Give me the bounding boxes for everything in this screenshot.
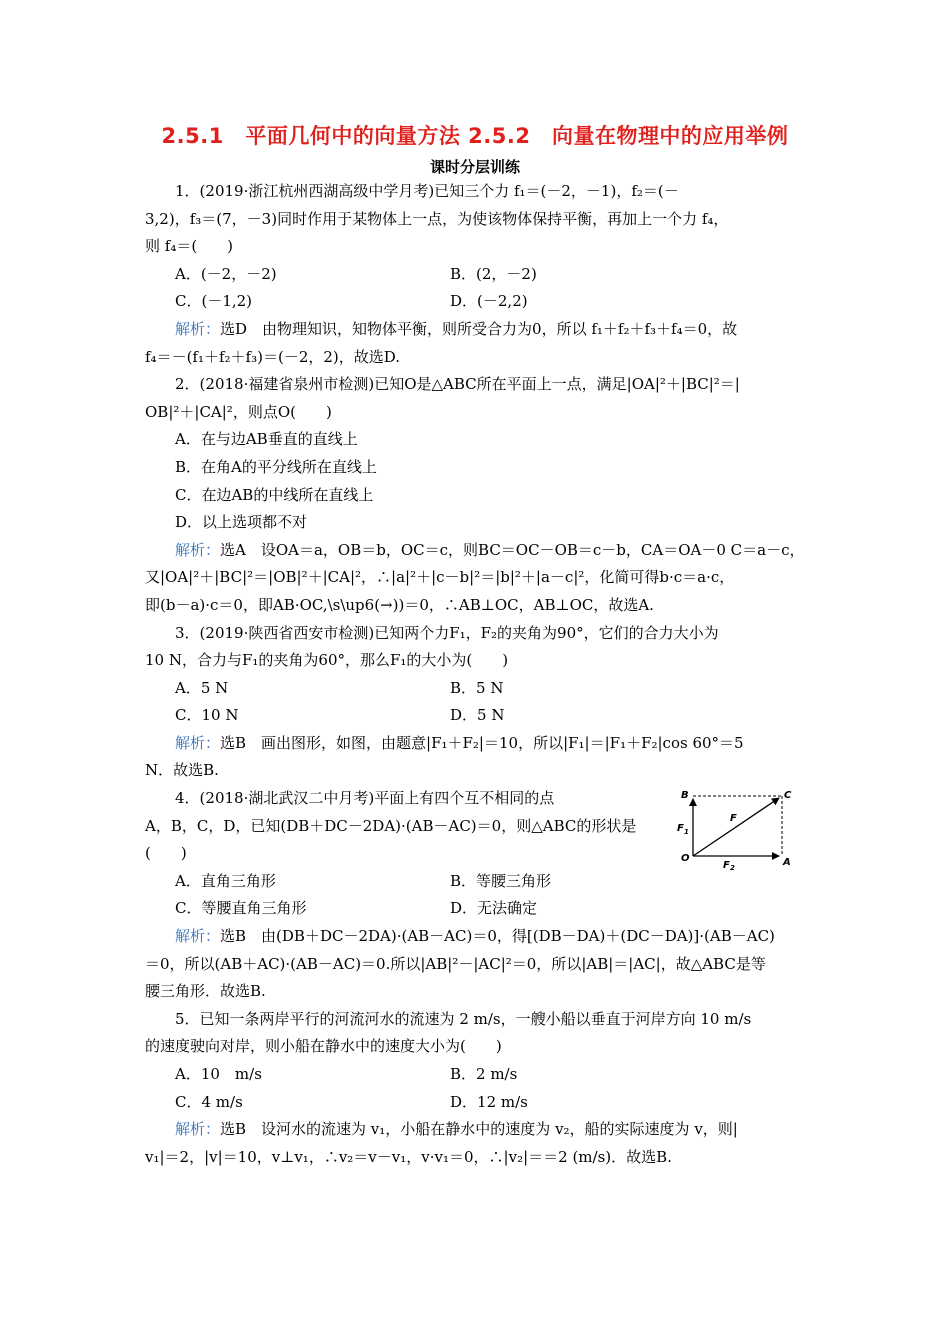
q5-option-d: D．12 m/s [450,1092,528,1111]
label-f: F [730,813,737,824]
page-title: 2.5.1 平面几何中的向量方法 2.5.2 向量在物理中的应用举例 [161,124,789,148]
label-f2: F [723,860,730,870]
label-a: A [783,857,791,868]
q4-analysis-line-1: 解析：选B 由(DB＋DC－2DA)·(AB－AC)＝0，得[(DB－DA)＋(DC－DA)]·(AB－AC) [175,927,775,946]
q2-option-d: D．以上选项都不对 [175,513,308,532]
analysis-label: 解析： [175,733,221,752]
questions-content [145,178,810,1171]
q1-analysis-line-2: f₄＝－(f₁＋f₂＋f₃)＝(－2，2)，故选D. [145,347,401,366]
label-f1: F [677,823,684,834]
q2-line-1: 2．(2018·福建省泉州市检测)已知O是△ABC所在平面上一点，满足|OA|²＋|BC|²＝| [175,375,740,394]
q5-options-row-2 [145,1089,810,1117]
analysis-label: 解析： [175,1120,221,1139]
q1-option-a: A．(－2，－2) [175,264,277,283]
q3-options-row-2 [145,702,810,730]
analysis-label: 解析： [175,927,221,946]
q3-option-c: C．10 N [175,706,239,725]
q2-analysis-line-3: 即(b－a)·c＝0，即AB·OC,\s\up6(→))＝0，∴AB⊥OC，AB⊥OC，故选A. [145,595,654,614]
q3-option-a: A．5 N [175,678,229,697]
label-f2-sub: 2 [730,864,735,870]
q1-option-d: D．(－2,2) [450,292,528,311]
q5-analysis-line-2: v₁|＝2，|v|＝10，v⊥v₁，∴v₂＝v－v₁，v·v₁＝0，∴|v₂|＝＝2 (m/s)．故选B. [145,1147,672,1166]
q5-option-a: A．10 m/s [175,1065,262,1083]
q1-analysis-line-1: 解析：选D 由物理知识，知物体平衡，则所受合力为0，所以 f₁＋f₂＋f₃＋f₄＝0，故 [175,319,738,338]
q4-line-3: ( ) [145,844,187,863]
q5-line-2: 的速度驶向对岸，则小船在静水中的速度大小为( ) [145,1037,502,1056]
analysis-label: 解析： [175,540,221,559]
q3-line-2: 10 N，合力与F₁的夹角为60°，那么F₁的大小为( ) [145,651,509,670]
q1-option-b: B．(2，－2) [450,264,537,283]
label-b: B [681,790,689,801]
q4-option-a: A．直角三角形 [175,871,276,890]
q2-option-a: A．在与边AB垂直的直线上 [175,430,358,449]
q1-option-c: C．(－1,2) [175,292,253,311]
q2-option-c: C．在边AB的中线所在直线上 [175,485,374,504]
q5-analysis-line-1: 解析：选B 设河水的流速为 v₁，小船在静水中的速度为 v₂，船的实际速度为 v，则| [175,1120,738,1139]
q2-option-b: B．在角A的平分线所在直线上 [175,457,377,476]
q4-line-2: A，B，C，D，已知(DB＋DC－2DA)·(AB－AC)＝0，则△ABC的形状是 [145,816,637,835]
label-c: C [784,790,792,801]
q1-line-2: 3,2)，f₃＝(7，－3)同时作用于某物体上一点，为使该物体保持平衡，再加上一个力 f₄， [145,209,729,228]
q3-options-row-1 [145,675,810,703]
q4-options-row-2 [145,895,810,923]
q3-line-1: 3．(2019·陕西省西安市检测)已知两个力F₁，F₂的夹角为90°，它们的合力大小为 [175,623,719,642]
q5-option-c: C．4 m/s [175,1092,243,1111]
q4-option-d: D．无法确定 [450,899,538,918]
q4-line-1: 4．(2018·湖北武汉二中月考)平面上有四个互不相同的点 [175,789,555,808]
q2-analysis-line-1: 解析：选A 设OA＝a，OB＝b，OC＝c，则BC＝OC－OB＝c－b，CA＝OA－0 C＝a－c， [175,540,805,559]
force-diagram [676,786,798,870]
q1-line-1: 1．(2019·浙江杭州西湖高级中学月考)已知三个力 f₁＝(－2，－1)，f₂＝(－ [175,182,679,200]
analysis-label: 解析： [175,319,221,338]
q3-option-d: D．5 N [450,706,505,725]
q4-analysis-line-2: ＝0，所以(AB＋AC)·(AB－AC)＝0.所以|AB|²－|AC|²＝0，所以|AB|＝|AC|，故△ABC是等 [145,954,766,973]
label-o: O [681,853,690,864]
q3-option-b: B．5 N [450,678,504,697]
q4-option-b: B．等腰三角形 [450,871,552,890]
page-subtitle: 课时分层训练 [429,158,520,176]
q2-analysis-line-2: 又|OA|²＋|BC|²＝|OB|²＋|CA|²，∴|a|²＋|c－b|²＝|b|²＋|a－c|²，化简可得b·c＝a·c， [145,568,735,587]
q4-analysis-line-3: 腰三角形．故选B. [145,982,266,1001]
label-f1-sub: 1 [684,828,689,836]
vector-f-arrow [693,798,779,856]
q1-line-3: 则 f₄＝( ) [145,237,234,256]
q5-option-b: B．2 m/s [450,1065,518,1083]
q4-options-row-1 [145,868,810,896]
q3-analysis-line-1: 解析：选B 画出图形，如图，由题意|F₁＋F₂|＝10，所以|F₁|＝|F₁＋F₂|cos 60°＝5 [175,733,744,752]
q3-analysis-line-2: N．故选B. [145,761,219,780]
q2-line-2: OB|²＋|CA|²，则点O( ) [145,402,332,421]
q5-line-1: 5．已知一条两岸平行的河流河水的流速为 2 m/s，一艘小船以垂直于河岸方向 10 m/s [175,1009,752,1028]
q1-options-row-1 [145,261,810,289]
q1-options-row-2 [145,288,810,316]
q4-option-c: C．等腰直角三角形 [175,899,307,918]
q5-options-row-1 [145,1061,810,1089]
